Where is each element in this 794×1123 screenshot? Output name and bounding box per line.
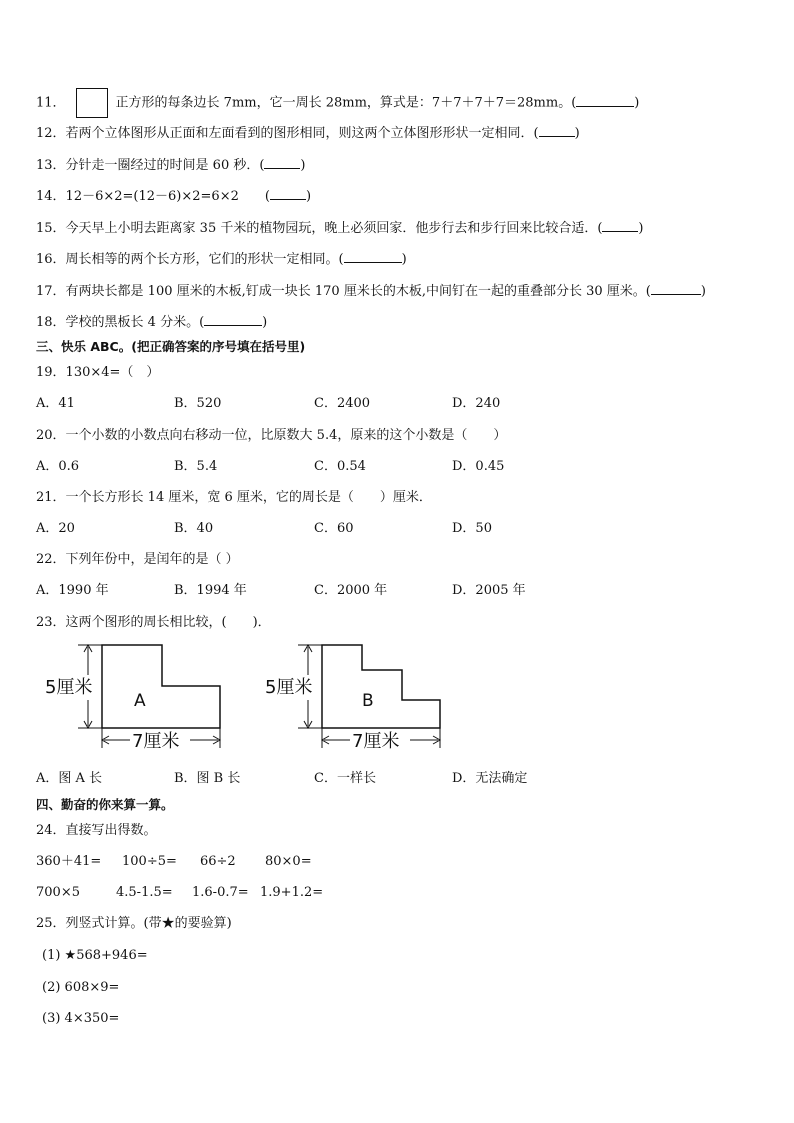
- calc-item: 100÷5=: [122, 854, 177, 869]
- section-4-heading: 四、勤奋的你来算一算。: [36, 797, 174, 812]
- q22-option-d[interactable]: D．2005 年: [452, 583, 526, 598]
- calc-item: 700×5: [36, 885, 80, 900]
- q12-text: 12．若两个立体图形从正面和左面看到的图形相同，则这两个立体图形形状一定相同．(: [36, 126, 539, 141]
- q23-option-b[interactable]: B．图 B 长: [174, 771, 241, 786]
- answer-blank[interactable]: [264, 156, 300, 169]
- q13-text: 13．分针走一圈经过的时间是 60 秒．(: [36, 158, 265, 173]
- q23-option-a[interactable]: A．图 A 长: [36, 771, 103, 786]
- q19-option-d[interactable]: D．240: [452, 396, 501, 411]
- q22-option-a[interactable]: A．1990 年: [36, 583, 109, 598]
- question-15: 15．今天早上小明去距离家 35 千米的植物园玩，晚上必须回家．他步行去和步行回来比较合适．( ): [36, 221, 644, 236]
- vertical-calc-item: (3) 4×350=: [42, 1011, 120, 1026]
- figure-b: [262, 640, 462, 758]
- q22-option-b[interactable]: B．1994 年: [174, 583, 247, 598]
- question-12: 12．若两个立体图形从正面和左面看到的图形相同，则这两个立体图形形状一定相同．( ): [36, 126, 580, 141]
- question-17: 17．有两块长都是 100 厘米的木板,钉成一块长 170 厘米长的木板,中间钉在一起的重叠部分长 30 厘米。( ): [36, 284, 706, 299]
- question-20: 20．一个小数的小数点向右移动一位，比原数大 5.4，原来的这个小数是（ ）: [36, 428, 507, 443]
- q14-text: 14．12－6×2=(12－6)×2=6×2 (: [36, 189, 270, 204]
- question-18: 18．学校的黑板长 4 分米。( ): [36, 315, 268, 330]
- vertical-calc-item: (1) ★568+946=: [42, 948, 148, 963]
- q21-option-d[interactable]: D．50: [452, 521, 492, 536]
- q11-text: 正方形的每条边长 7mm，它一周长 28mm，算式是：7＋7＋7＋7＝28mm。(: [115, 95, 577, 111]
- question-24: 24．直接写出得数。: [36, 823, 157, 838]
- question-23: 23．这两个图形的周长相比较，( )．: [36, 615, 271, 630]
- question-21: 21．一个长方形长 14 厘米，宽 6 厘米，它的周长是（ ）厘米．: [36, 490, 432, 505]
- question-25: 25．列竖式计算。(带★的要验算): [36, 916, 232, 931]
- shape-b-outline: [322, 645, 440, 728]
- q19-option-b[interactable]: B．520: [174, 396, 222, 411]
- q22-option-c[interactable]: C．2000 年: [314, 583, 388, 598]
- question-22: 22．下列年份中，是闰年的是（ ）: [36, 552, 239, 567]
- fig-b-height-label: 5厘米: [265, 677, 313, 698]
- question-14: 14．12－6×2=(12－6)×2=6×2 ( ): [36, 189, 312, 204]
- square-box: [76, 88, 108, 118]
- q23-option-d[interactable]: D．无法确定: [452, 771, 528, 786]
- figure-a: [40, 640, 240, 758]
- section-3-heading: 三、快乐 ABC。(把正确答案的序号填在括号里): [36, 339, 306, 354]
- q23-option-c[interactable]: C．一样长: [314, 771, 376, 786]
- calc-item: 80×0=: [265, 854, 312, 869]
- q19-option-a[interactable]: A．41: [36, 396, 75, 411]
- q20-option-b[interactable]: B．5.4: [174, 459, 218, 474]
- q15-text: 15．今天早上小明去距离家 35 千米的植物园玩，晚上必须回家．他步行去和步行回来比较合适．(: [36, 221, 603, 236]
- q11-number: 11．: [36, 95, 66, 111]
- q21-option-a[interactable]: A．20: [36, 521, 75, 536]
- answer-blank[interactable]: [576, 94, 634, 107]
- fig-a-name: A: [134, 691, 146, 711]
- fig-b-width-label: 7厘米: [352, 731, 400, 752]
- answer-blank[interactable]: [344, 250, 402, 263]
- q20-option-a[interactable]: A．0.6: [36, 459, 80, 474]
- question-11: 11． 正方形的每条边长 7mm，它一周长 28mm，算式是：7＋7＋7＋7＝28mm。( ): [36, 88, 639, 118]
- fig-b-name: B: [362, 691, 374, 711]
- question-16: 16．周长相等的两个长方形，它们的形状一定相同。( ): [36, 252, 407, 267]
- q17-text: 17．有两块长都是 100 厘米的木板,钉成一块长 170 厘米长的木板,中间钉在一起的重叠部分长 30 厘米。(: [36, 284, 651, 299]
- calc-item: 360＋41=: [36, 854, 102, 869]
- calc-item: 4.5-1.5=: [116, 885, 173, 900]
- question-13: 13．分针走一圈经过的时间是 60 秒．( ): [36, 158, 306, 173]
- answer-blank[interactable]: [602, 219, 638, 232]
- vertical-calc-item: (2) 608×9=: [42, 980, 120, 995]
- q18-text: 18．学校的黑板长 4 分米。(: [36, 315, 205, 330]
- q16-text: 16．周长相等的两个长方形，它们的形状一定相同。(: [36, 252, 344, 267]
- answer-blank[interactable]: [651, 282, 701, 295]
- q19-option-c[interactable]: C．2400: [314, 396, 371, 411]
- shape-a-outline: [102, 645, 220, 728]
- q20-option-d[interactable]: D．0.45: [452, 459, 505, 474]
- q21-option-b[interactable]: B．40: [174, 521, 214, 536]
- q21-option-c[interactable]: C．60: [314, 521, 354, 536]
- calc-item: 1.6-0.7=: [192, 885, 249, 900]
- answer-blank[interactable]: [270, 187, 306, 200]
- calc-item: 66÷2: [200, 854, 236, 869]
- question-19: 19．130×4=（ ）: [36, 365, 160, 380]
- fig-a-width-label: 7厘米: [132, 731, 180, 752]
- fig-a-height-label: 5厘米: [45, 677, 93, 698]
- answer-blank[interactable]: [204, 313, 262, 326]
- q20-option-c[interactable]: C．0.54: [314, 459, 366, 474]
- answer-blank[interactable]: [539, 124, 575, 137]
- calc-item: 1.9+1.2=: [260, 885, 324, 900]
